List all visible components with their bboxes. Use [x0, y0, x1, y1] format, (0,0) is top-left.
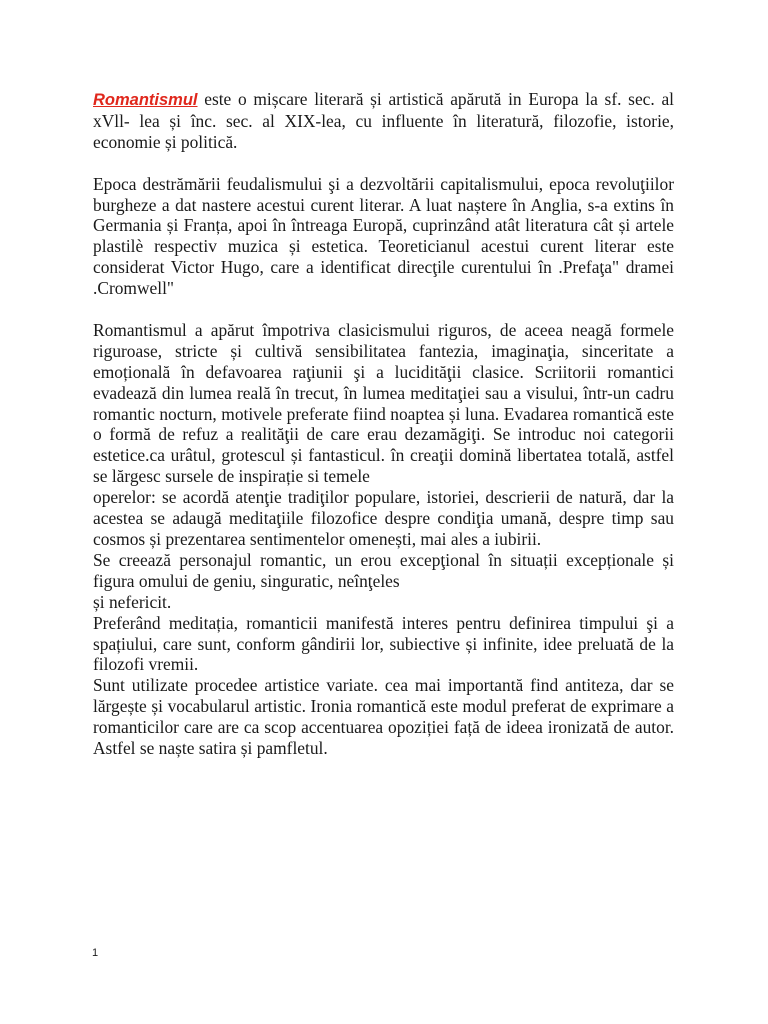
paragraph-opere: operelor: se acordă atenţie tradiţilor populare, istoriei, descrierii de natură, dar la acestea se adaugă meditaţiile filozofice despre condiţia umană, despre timp sau cosmos și prezentarea sentimentelor omenești, mai ales a iubirii. [93, 487, 674, 549]
page-number: 1 [92, 947, 99, 959]
intro-text: este o mișcare literară și artistică apărută in Europa la sf. sec. al xVll- lea și înc. sec. al XIX-lea, cu influente în literatură, filozofie, istorie, economie și politică. [93, 89, 674, 152]
paragraph-personaj: Se creează personajul romantic, un erou excepţional în situații excepționale și figura omului de geniu, singuratic, neînţeles [93, 549, 674, 591]
paragraph-epoca: Epoca destrămării feudalismului şi a dezvoltării capitalismului, epoca revoluţiilor burgheze a dat nastere acestui curent literar. A luat naștere în Anglia, s-a extins în Germania și Franța, apoi în întreaga Europă, cuprinzând atât literatura cât și artele plastilè respectiv muzica și estetica. Teoreticianul acestui curent literar este considerat Victor Hugo, care a identificat direcţile curentului în .Prefaţa" dramei .Cromwell" [93, 173, 674, 299]
paragraph-meditatie: Preferând meditația, romanticii manifestă interes pentru definirea timpului şi a spațiului, care sunt, conform gândirii lor, subiective și infinite, idee preluată de la filozofi vremii. [93, 612, 674, 675]
term-romantismul: Romantismul [93, 91, 198, 109]
paragraph-nefericit: și nefericit. [93, 591, 172, 612]
intro-paragraph [93, 89, 674, 153]
paragraph-clasicism: Romantismul a apărut împotriva clasicismului riguros, de aceea neagă formele riguroase, stricte și cultivă sensibilitatea fantezia, imaginaţia, sinceritate a emoțională în defavoarea raţiunii şi a lucidităţii clasice. Scriitorii romantici evadează din lumea reală în trecut, în lumea meditaţiei sau a visului, într-un cadru romantic nocturn, motivele preferate fiind noaptea și luna. Evadarea romantică este o formă de refuz a realităţii de care erau dezamăgiţi. Se introduc noi categorii estetice.ca urâtul, grotescul și fantasticul. în creaţii domină libertatea totală, astfel se lărgesc sursele de inspirație si temele [93, 319, 674, 487]
document-body [93, 89, 674, 759]
paragraph-spacer [93, 153, 674, 174]
paragraph-procedee: Sunt utilizate procedee artistice variate. cea mai importantă find antiteza, dar se lărgește și vocabularul artistic. Ironia romantică este modul preferat de exprimare a romanticilor care are ca scop accentuarea opoziției față de ideea ironizată de autor. Astfel se naște satira și pamfletul. [93, 675, 674, 759]
paragraph-spacer [93, 299, 674, 320]
